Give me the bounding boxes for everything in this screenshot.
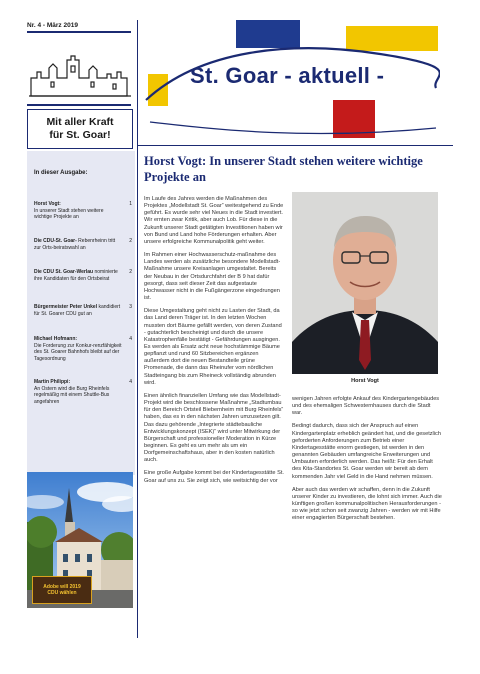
divider — [27, 31, 131, 33]
paragraph: Eine große Aufgabe kommt bei der Kindertagesstätte St. Goar auf uns zu. Sie zeigt sich, wie weitsichtig der vor — [144, 470, 284, 484]
toc-item-title: Horst Vogt: — [34, 201, 61, 207]
toc-item[interactable] — [34, 238, 132, 251]
slogan-line: für St. Goar! — [49, 129, 111, 141]
article-column-2 — [292, 396, 442, 529]
town-photo — [27, 472, 133, 608]
toc-item-text: Rebenrheinn tritt zur Orts-beiratswahl an — [34, 238, 116, 251]
badge-line: Adobe will 2019 — [43, 583, 81, 590]
masthead-title: St. Goar - aktuell - — [190, 63, 385, 88]
election-badge — [32, 576, 92, 604]
paragraph: Bedingt dadurch, dass sich der Anspruch auf einen Kindergartenplatz erheblich geändert hat, und die gesetzlich geforderten Anforderungen zum Betrieb einer Kindertagesstätte enorm gestiegen, ist werden in den genannten Gebäuden umfangreiche Erweiterungen und Umbauten erforderlich werden. Das heißt: Für den Erhalt des Kita-Standortes St. Goar werden wir bereit ab dem kommenden Jahr viel Geld in die Hand nehmen müssen. — [292, 423, 441, 480]
vertical-divider — [137, 20, 138, 638]
castle-logo-icon — [27, 48, 133, 100]
slogan-box — [27, 109, 133, 149]
toc-page-number: 1 — [129, 201, 132, 207]
toc-item-title: Die CDU St. Goar-Werlau — [34, 269, 94, 275]
toc-item-text: Die Forderung zur Konkur-renzfähigkeit des St. Goarer Bahnhofs bleibt auf der Tagesordnung — [34, 342, 122, 362]
toc-item-title: Die CDU-St. Goar- — [34, 238, 77, 244]
toc-page-number: 4 — [129, 379, 132, 385]
toc-item[interactable] — [34, 304, 132, 317]
toc-item-text: An Ostern wird die Burg Rheinfels regelmäßig mit einem Shuttle-Bus angefahren — [34, 385, 110, 405]
paragraph: wenigen Jahren erfolgte Ankauf des Kindergartengebäudes und des ehemaligen Schwesternhauses durch die Stadt war. — [292, 396, 440, 417]
divider — [138, 145, 453, 146]
article-column-1 — [144, 196, 284, 491]
paragraph: Im Rahmen einer Hochwasserschutz-maßnahme des Landes werden als zusätzliche besondere Modellstadt-Maßnahme unsere Kreisanlagen umgestaltet. Bereits der Neubau in der Ortsdurchfahrt der B 9 hat dafür gesorgt, dass seit dieser Zeit das aufgestaute Hochwasser nicht in die Fußgängerzone eingedrungen ist. — [144, 252, 281, 302]
toc-item-title: Michael Hofmann: — [34, 336, 78, 342]
toc-page-number: 2 — [129, 238, 132, 244]
paragraph: Diese Umgestaltung geht nicht zu Lasten der Stadt, da das Land deren Träger ist. In den letzten Wochen mussten dort Bäume gefällt werden, von deren Zustand - gutachterlich bescheinigt und durch die unsere Katastrophenfälle bestätigt - Gefährdungen ausgingen. Es werden als Ersatz acht neue hochstämmige Bäume gepflanzt und rund 60 Sitzbereichen ergänzen außerdem dort die neuen Bestandteile grüne Promenade, die dann das Rheinufer vom nördlichen Stadteingang bis zum Rheineck vollständig abrunden wird. — [144, 308, 282, 386]
toc-item[interactable] — [34, 269, 132, 282]
badge-line: CDU wählen — [47, 590, 77, 596]
portrait-image — [292, 192, 438, 374]
issue-number: Nr. 4 - März 2019 — [27, 22, 78, 29]
slogan-line: Mit aller Kraft — [46, 116, 114, 128]
portrait-photo — [292, 192, 438, 374]
toc-item-text: kandidiert für St. Goarer CDU gut an — [34, 304, 121, 317]
portrait-caption: Horst Vogt — [351, 378, 379, 384]
toc-page-number: 3 — [129, 304, 132, 310]
toc-item-title: Martin Philippi: — [34, 379, 71, 385]
paragraph: Im Laufe des Jahres werden die Maßnahmen des Projektes „Modellstadt St. Goar“ weitestgehend zu Ende geführt. Es wurde sehr viel Neues in die Stadt investiert. Wir ernten zwar Kritik, aber auch Lob. Für diese in die Zukunft unserer Stadt getätigten Investitionen haben wir von Bund und Land hohe Förderungen erhalten. Aber unsere erfolgreiche Kommunalpolitik geht weiter. — [144, 196, 284, 245]
table-of-contents — [27, 151, 135, 475]
toc-item[interactable] — [34, 379, 132, 405]
paragraph: Aber auch das werden wir schaffen, denn in die Zukunft unserer Kinder zu investieren, die lohnt sich immer. Auch die künftigen großen kommunalpolitischen Herausforderungen - so wie jetzt schon seit zwanzig Jahren - werden wir mit Hilfe einer engagierten Bürgerschaft bestehen. — [292, 486, 442, 522]
toc-item-title: Bürgermeister Peter Unkel — [34, 304, 98, 310]
toc-item[interactable] — [34, 201, 132, 221]
toc-item-text: In unserer Stadt stehen weitere wichtige Projekte an — [34, 207, 104, 220]
divider — [27, 104, 131, 106]
toc-page-number: 4 — [129, 336, 132, 342]
toc-item[interactable] — [34, 336, 132, 362]
toc-item-text: nominierte ihre Kandidaten für den Ortsbeirat — [34, 269, 118, 282]
article-headline: Horst Vogt: In unserer Stadt stehen weitere wichtige Projekte an — [144, 154, 423, 184]
swoosh-decoration-icon — [140, 30, 440, 150]
paragraph: Einen ähnlich finanziellen Umfang wie das Modellstadt-Projekt wird die beschlossene Maßnahme „Stadtumbau für den Bereich Ortsteil Biebernheim mit Burg Rheinfels“ haben, das es in den nächsten Jahren umzusetzen gilt. Das dazu gehörende „Integrierte städtebauliche Entwicklungskonzept (ISEK)“ wird unter Mitwirkung der Bürgerschaft und professioneller Moderation in Kürze beginnen. Es geht es um mehr als um ein Dorfgemeinschaftshaus, aber in den kosten natürlich auch. — [144, 392, 284, 464]
toc-page-number: 2 — [129, 269, 132, 275]
toc-title: In dieser Ausgabe: — [34, 170, 88, 176]
